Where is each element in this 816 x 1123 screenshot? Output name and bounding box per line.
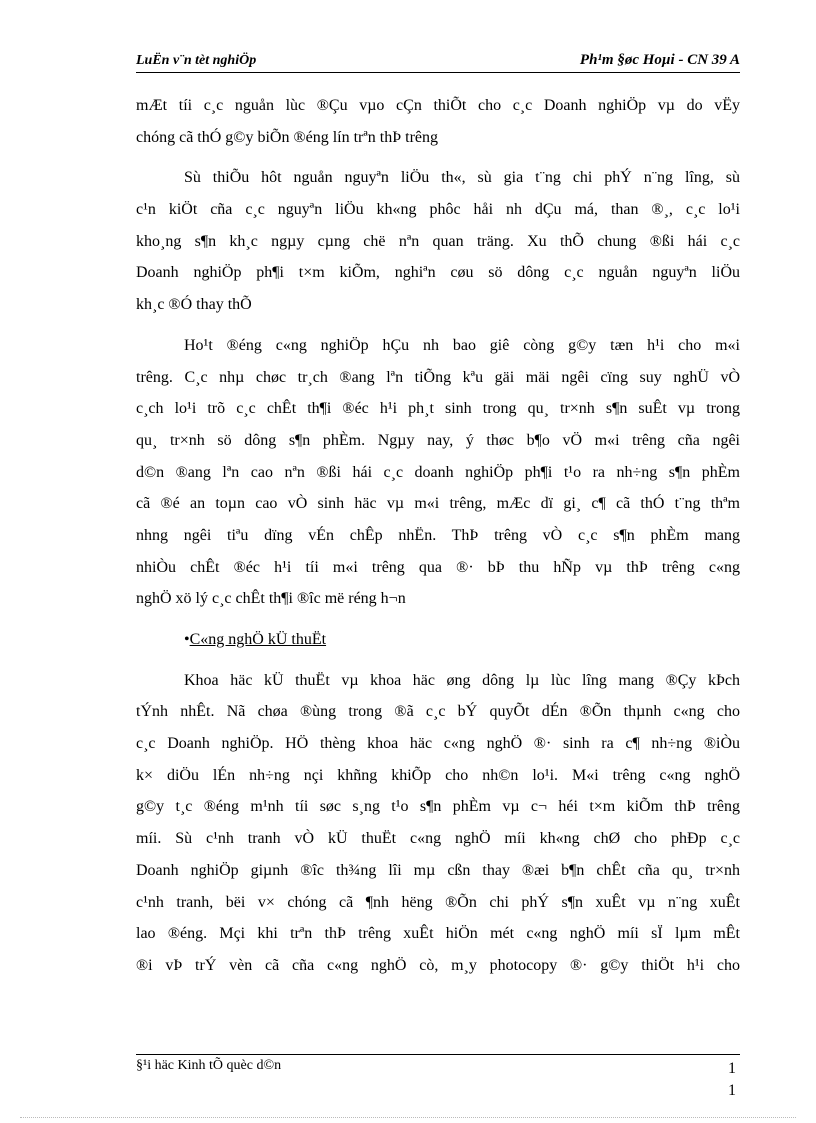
page-edge-divider <box>20 1117 796 1118</box>
text-line: c¸ch lo¹i trõ c¸c chÊt th¶i ®éc h¹i ph¸t sinh trong qu¸ tr×nh s¶n suÊt vµ trong <box>136 400 740 418</box>
text-line: nhiÒu chÊt ®éc h¹i tíi m«i trêng qua ®· bÞ thu hÑp vµ thÞ trêng c«ng <box>136 558 740 576</box>
page-number <box>728 1058 736 1102</box>
text-line: qu¸ tr×nh sö dông s¶n phÈm. Ngµy nay, ý thøc b¶o vÖ m«i trêng cña ngêi <box>136 431 740 449</box>
footer-university: §¹i häc Kinh tÕ quèc d©n <box>136 1058 282 1073</box>
section-heading-text: C«ng nghÖ kÜ thuËt <box>189 631 327 648</box>
text-line: chóng cã thÓ g©y biÕn ®éng lín trªn thÞ trêng <box>136 128 439 146</box>
header-author: Ph¹m §øc Hoµi - CN 39 A <box>579 52 740 68</box>
text-line: d©n ®ang lªn cao nªn ®ßi hái c¸c doanh nghiÖp ph¶i t¹o ra nh÷ng s¶n phÈm <box>136 463 740 481</box>
text-line: kho¸ng s¶n kh¸c ngµy cµng chë nªn quan träng. Xu thÕ chung ®ßi hái c¸c <box>136 232 740 250</box>
text-line: nhng ngêi tiªu dïng vÉn chÊp nhËn. ThÞ trêng vÒ c¸c s¶n phÈm mang <box>136 526 740 544</box>
header-thesis-title: LuËn v¨n tèt nghiÖp <box>136 53 257 68</box>
text-line: cã ®é an toµn cao vÒ sinh häc vµ m«i trêng, mÆc dï gi¸ c¶ cã thÓ t¨ng thªm <box>136 495 740 513</box>
text-line: Doanh nghiÖp ph¶i t×m kiÕm, nghiªn cøu sö dông c¸c nguån nguyªn liÖu <box>136 264 740 282</box>
text-line: Doanh nghiÖp giµnh ®îc th¾ng lîi mµ cßn thay ®æi b¶n chÊt cña qu¸ tr×nh <box>136 861 740 879</box>
text-line: k× diÖu lÉn nh÷ng nçi khñng khiÕp cho nh©n lo¹i. M«i trêng c«ng nghÖ <box>136 766 740 784</box>
text-line: trêng. C¸c nhµ chøc tr¸ch ®ang lªn tiÕng kªu gäi mäi ngêi cïng suy nghÜ vÒ <box>136 368 740 386</box>
text-line: c¸c Doanh nghiÖp. HÖ thèng khoa häc c«ng nghÖ ®· sinh ra c¶ nh÷ng ®iÒu <box>136 735 740 753</box>
page-number-bottom: 1 <box>728 1082 736 1099</box>
bullet-icon: • <box>184 631 190 648</box>
text-line: míi. Sù c¹nh tranh vÒ kÜ thuËt c«ng nghÖ míi kh«ng chØ cho phÐp c¸c <box>136 830 740 848</box>
text-line: tÝnh nhÊt. Nã chøa ®ùng trong ®ã c¸c bÝ quyÕt dÉn ®Õn thµnh c«ng cho <box>136 703 740 721</box>
text-line: mÆt tíi c¸c nguån lùc ®Çu vµo cÇn thiÕt cho c¸c Doanh nghiÖp vµ do vËy <box>136 97 740 114</box>
page-header <box>136 50 740 73</box>
text-line: Sù thiÕu hôt nguån nguyªn liÖu th«, sù gia t¨ng chi phÝ n¨ng lîng, sù <box>184 169 740 187</box>
text-line: Ho¹t ®éng c«ng nghiÖp hÇu nh bao giê còng g©y tæn h¹i cho m«i <box>184 336 740 354</box>
text-line: nghÖ xö lý c¸c chÊt th¶i ®îc më réng h¬n <box>136 590 406 608</box>
footer-divider <box>136 1054 740 1055</box>
section-heading <box>136 624 740 656</box>
page-number-top: 1 <box>728 1060 736 1077</box>
text-line: c¹n kiÖt cña c¸c nguyªn liÖu kh«ng phôc håi nh dÇu má, than ®¸, c¸c lo¹i <box>136 201 740 219</box>
document-body <box>136 90 740 982</box>
text-line: Khoa häc kÜ thuËt vµ khoa häc øng dông lµ lùc lîng mang ®Çy kÞch <box>184 671 740 689</box>
text-line: kh¸c ®Ó thay thÕ <box>136 296 252 314</box>
text-line: lao ®éng. Mçi khi trªn thÞ trêng xuÊt hiÖn mét c«ng nghÖ míi sÏ lµm mÊt <box>136 925 740 943</box>
text-line: c¹nh tranh, bëi v× chóng cã ¶nh hëng ®Õn chi phÝ s¶n xuÊt vµ n¨ng xuÊt <box>136 893 740 911</box>
text-line: g©y t¸c ®éng m¹nh tíi søc s¸ng t¹o s¶n phÈm vµ c¬ héi t×m kiÕm thÞ trêng <box>136 798 740 816</box>
text-line: ®i vÞ trÝ vèn cã cña c«ng nghÖ cò, m¸y photocopy ®· g©y thiÖt h¹i cho <box>136 956 740 974</box>
